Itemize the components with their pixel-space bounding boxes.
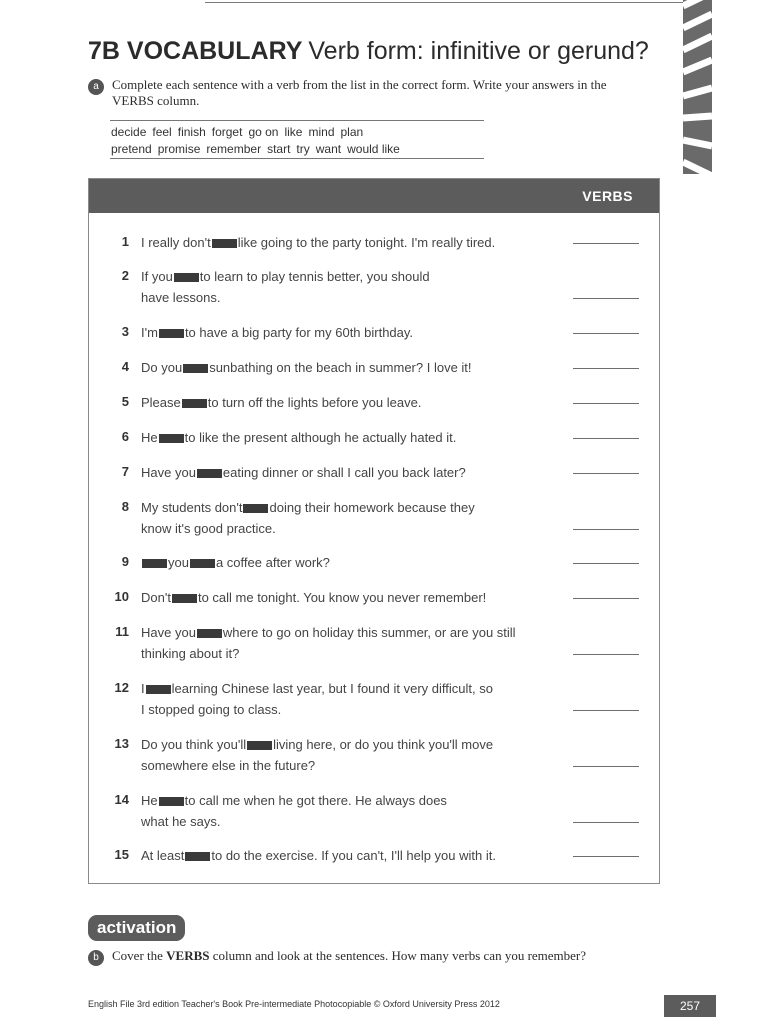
question-text [141,587,531,608]
exercise-b-instruction [112,948,586,964]
question-text-part: I [141,681,145,696]
question-text-part: where to go on holiday this summer, or are you still [222,625,516,640]
question-text-part: Do you [141,360,183,375]
question-text-part: like going to the party tonight. I'm really tired. [237,235,496,250]
word-list-item: feel [152,125,172,139]
question-text [141,232,531,253]
word-list-item: pretend [111,142,152,156]
instruction-b-bold: VERBS [166,948,210,963]
word-list-row-1 [111,125,369,139]
instruction-line-2: VERBS column. [112,93,200,108]
question-number: 11 [115,624,129,639]
question-text-part: eating dinner or shall I call you back later? [222,465,466,480]
question-text-part: learning Chinese last year, but I found it very difficult, so [171,681,493,696]
question-text [141,678,531,720]
question-number: 5 [121,394,129,409]
question-text [141,552,531,573]
question-text-part: a coffee after work? [215,555,330,570]
question-text-part: to call me tonight. You know you never remember! [197,590,487,605]
activation-label: activation [88,915,185,941]
question-text-line-2: I stopped going to class. [141,702,282,717]
top-rule [205,2,710,3]
blank-gap [185,852,210,861]
answer-line[interactable] [573,766,639,767]
question-text [141,427,531,448]
answer-line[interactable] [573,403,639,404]
question-text [141,392,531,413]
word-list-bottom-rule [110,158,484,159]
question-number: 9 [121,554,129,569]
blank-gap [197,469,222,478]
question-text [141,462,531,483]
question-text-part: to learn to play tennis better, you should [199,269,430,284]
question-number: 4 [121,359,129,374]
instruction-line-1: Complete each sentence with a verb from the list in the correct form. Write your answers in the [112,77,607,92]
table-header [89,179,659,213]
instruction-b-pre: Cover the [112,948,163,963]
word-list-item: mind [308,125,335,139]
question-number: 8 [121,499,129,514]
blank-gap [159,329,184,338]
question-text-part: Please [141,395,181,410]
question-text [141,734,531,776]
exercise-table [88,178,660,884]
question-text-part: to call me when he got there. He always does [184,793,447,808]
answer-line[interactable] [573,243,639,244]
blank-gap [197,629,222,638]
question-text-line-2: thinking about it? [141,646,240,661]
question-text-part: to do the exercise. If you can't, I'll help you with it. [211,848,496,863]
word-list-item: start [267,142,291,156]
question-text-part: He [141,793,158,808]
question-text-part: to have a big party for my 60th birthday. [184,325,414,340]
word-list-item: remember [206,142,262,156]
blank-gap [159,797,184,806]
exercise-b-badge: b [88,950,104,966]
question-text-part: to like the present although he actually hated it. [184,430,457,445]
blank-gap [182,399,207,408]
page-title [88,37,649,66]
blank-gap [247,741,272,750]
question-text-part: you [168,555,189,570]
question-number: 7 [121,464,129,479]
word-list-item: want [315,142,342,156]
answer-line[interactable] [573,333,639,334]
question-text-line-2: somewhere else in the future? [141,758,316,773]
question-text [141,845,531,866]
question-number: 1 [121,234,129,249]
question-text [141,790,531,832]
answer-line[interactable] [573,298,639,299]
word-list-top-rule [110,120,484,121]
question-text [141,357,531,378]
answer-line[interactable] [573,856,639,857]
question-text-part: to turn off the lights before you leave. [207,395,422,410]
question-text-part: Have you [141,465,196,480]
question-text-line-2: have lessons. [141,290,221,305]
instruction-b-post: column and look at the sentences. How many verbs can you remember? [212,948,587,963]
blank-gap [146,685,171,694]
question-text-part: He [141,430,158,445]
question-text-line-2: know it's good practice. [141,521,276,536]
verbs-column-header: VERBS [582,188,633,204]
question-text-part: I really don't [141,235,211,250]
answer-line[interactable] [573,822,639,823]
word-list-row-2 [111,142,406,156]
question-number: 14 [114,792,129,807]
question-number: 12 [114,680,129,695]
word-list-item: promise [157,142,201,156]
answer-line[interactable] [573,438,639,439]
word-list-item: go on [248,125,279,139]
question-number: 10 [114,589,129,604]
word-list-item: forget [211,125,243,139]
question-text [141,622,531,664]
exercise-a-instruction [112,77,667,109]
word-list-item: decide [111,125,147,139]
question-number: 6 [121,429,129,444]
question-text-part: Have you [141,625,196,640]
word-list-item: like [284,125,303,139]
question-text-line-2: what he says. [141,814,221,829]
question-number: 13 [114,736,129,751]
question-text-part: sunbathing on the beach in summer? I love it! [209,360,472,375]
answer-line[interactable] [573,473,639,474]
question-text-part: If you [141,269,173,284]
blank-gap [190,559,215,568]
blank-gap [183,364,208,373]
word-list-item: plan [340,125,364,139]
question-text [141,322,531,343]
question-text-part: I'm [141,325,158,340]
title-topic: Verb form: infinitive or gerund? [308,37,649,65]
answer-line[interactable] [573,654,639,655]
blank-gap [243,504,268,513]
answer-line[interactable] [573,598,639,599]
answer-line[interactable] [573,368,639,369]
word-list-item: finish [177,125,206,139]
blank-gap [159,434,184,443]
question-text-part: doing their homework because they [269,500,475,515]
corner-stripes-decoration [683,0,712,174]
word-list-item: try [296,142,310,156]
question-number: 2 [121,268,129,283]
footer-copyright: English File 3rd edition Teacher's Book Pre-intermediate Photocopiable © Oxford University Press 2012 [88,999,500,1009]
question-text [141,497,531,539]
question-text-part: Don't [141,590,171,605]
blank-gap [174,273,199,282]
question-number: 15 [114,847,129,862]
blank-gap [172,594,197,603]
answer-line[interactable] [573,563,639,564]
question-text-part: living here, or do you think you'll move [273,737,494,752]
word-list-item: would like [347,142,400,156]
answer-line[interactable] [573,710,639,711]
question-text-part: My students don't [141,500,243,515]
question-text-part: Do you think you'll [141,737,247,752]
blank-gap [212,239,237,248]
exercise-a-badge: a [88,79,104,95]
answer-line[interactable] [573,529,639,530]
question-text [141,266,531,308]
title-code: 7B VOCABULARY [88,37,303,65]
question-number: 3 [121,324,129,339]
blank-gap [142,559,167,568]
page-number: 257 [664,995,716,1017]
question-text-part: At least [141,848,185,863]
